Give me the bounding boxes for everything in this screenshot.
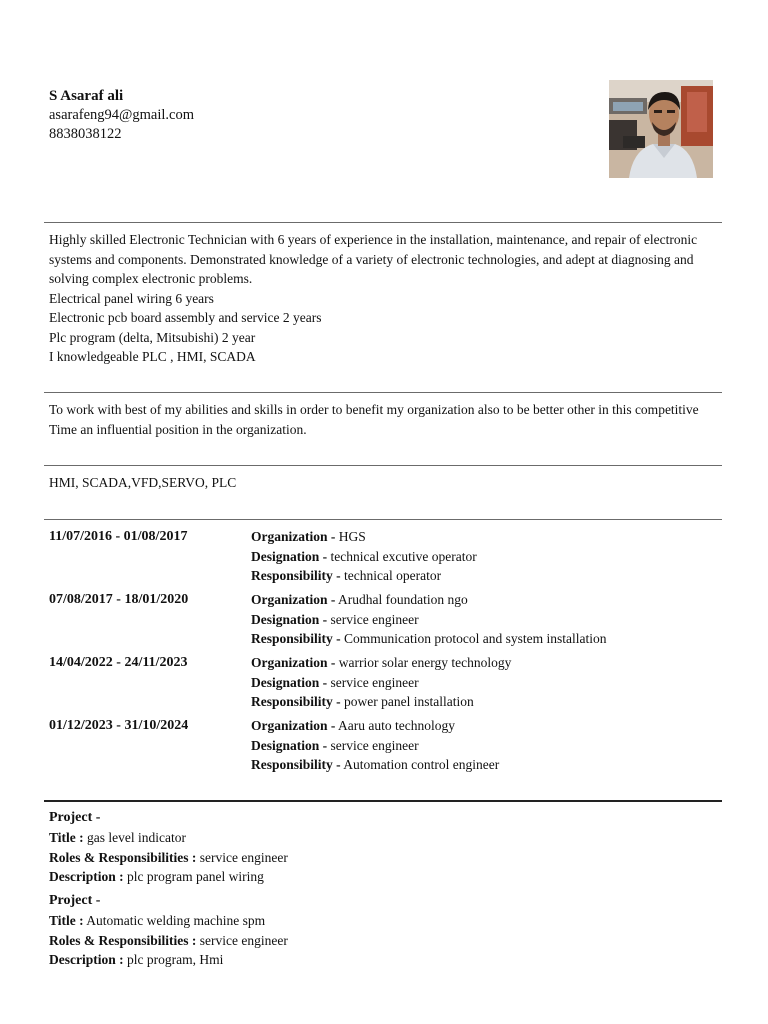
summary-paragraph: Highly skilled Electronic Technician with 6 years of experience in the installation, maintenance, and repair of electronic systems and components. Demonstrated knowledge of a variety of electronic technologies, and adept at diagnosing and solving complex electronic problems. [49, 232, 698, 286]
project-description: plc program, Hmi [127, 952, 224, 968]
project-roles-label: Roles & Responsibilities : [49, 932, 197, 948]
phone-text: 8838038122 [49, 126, 122, 142]
experience-details [251, 527, 477, 586]
experience-date: 01/12/2023 - 31/10/2024 [49, 718, 189, 733]
project-title-label: Title : [49, 912, 84, 928]
responsibility-label: Responsibility - [251, 568, 341, 583]
organization-value: Arudhal foundation ngo [338, 592, 468, 607]
responsibility-label: Responsibility - [251, 694, 341, 709]
organization-label: Organization - [251, 592, 336, 607]
summary-line: I knowledgeable PLC , HMI, SCADA [49, 349, 256, 364]
contact-header [49, 87, 194, 144]
responsibility-label: Responsibility - [251, 757, 341, 772]
responsibility-label: Responsibility - [251, 631, 341, 646]
objective-text: To work with best of my abilities and skills in order to benefit my organization also to be better other in this competitive Time an influential position in the organization. [49, 402, 699, 437]
summary-line: Electrical panel wiring 6 years [49, 290, 214, 306]
project-description: plc program panel wiring [127, 869, 264, 885]
skills-section [49, 473, 721, 493]
organization-value: HGS [338, 529, 366, 544]
experience-date: 14/04/2022 - 24/11/2023 [49, 655, 188, 670]
designation-value: service engineer [330, 611, 419, 627]
project-description-label: Description : [49, 952, 124, 968]
designation-value: service engineer [330, 674, 419, 690]
summary-line: Plc program (delta, Mitsubishi) 2 year [49, 329, 256, 345]
organization-label: Organization - [251, 529, 336, 544]
project-title-label: Title : [49, 829, 84, 845]
organization-label: Organization - [251, 655, 336, 670]
project-roles: service engineer [199, 849, 288, 865]
experience-date: 07/08/2017 - 18/01/2020 [49, 592, 189, 607]
designation-label: Designation - [251, 674, 328, 690]
project-roles: service engineer [199, 932, 288, 948]
responsibility-value: Automation control engineer [343, 757, 500, 772]
organization-value: warrior solar energy technology [338, 655, 512, 670]
organization-label: Organization - [251, 718, 336, 733]
experience-details [251, 590, 607, 649]
divider [44, 519, 722, 520]
experience-date: 11/07/2016 - 01/08/2017 [49, 529, 188, 544]
summary-line: Electronic pcb board assembly and service 2 years [49, 310, 322, 325]
organization-value: Aaru auto technology [338, 718, 455, 733]
project-description-label: Description : [49, 869, 124, 885]
designation-label: Designation - [251, 611, 328, 627]
divider [44, 465, 722, 466]
experience-details [251, 653, 511, 712]
candidate-name: S Asaraf ali [49, 88, 124, 104]
project-heading: Project - [49, 810, 101, 825]
responsibility-value: technical operator [344, 568, 442, 583]
project-roles-label: Roles & Responsibilities : [49, 849, 197, 865]
designation-label: Designation - [251, 737, 328, 753]
responsibility-value: power panel installation [344, 694, 474, 709]
project-title: gas level indicator [87, 829, 186, 845]
experience-details [251, 716, 499, 775]
project-entry [49, 808, 721, 887]
email-text: asarafeng94@gmail.com [49, 107, 195, 123]
objective-section [49, 400, 721, 439]
divider [44, 800, 722, 802]
designation-value: service engineer [330, 737, 419, 753]
profile-photo [609, 80, 713, 178]
project-title: Automatic welding machine spm [86, 912, 266, 928]
summary-section [49, 230, 721, 367]
responsibility-value: Communication protocol and system installation [344, 631, 607, 646]
skills-text: HMI, SCADA,VFD,SERVO, PLC [49, 475, 237, 490]
divider [44, 222, 722, 223]
designation-value: technical excutive operator [330, 548, 477, 564]
project-heading: Project - [49, 893, 101, 908]
designation-label: Designation - [251, 548, 328, 564]
project-entry [49, 891, 721, 970]
divider [44, 392, 722, 393]
